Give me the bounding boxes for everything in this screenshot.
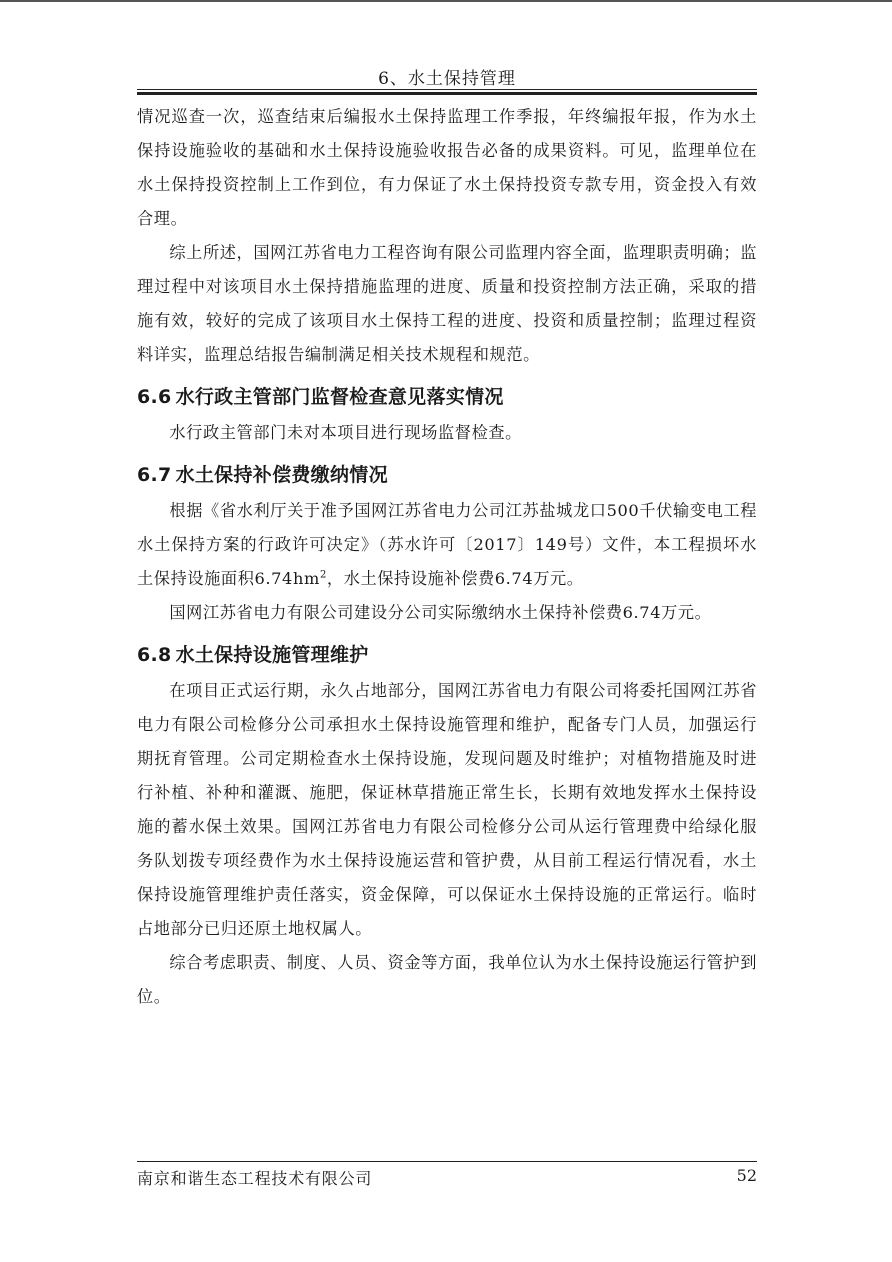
paragraph: 综合考虑职责、制度、人员、资金等方面，我单位认为水土保持设施运行管护到位。 (137, 953, 757, 1006)
section-title: 水行政主管部门监督检查意见落实情况 (175, 386, 504, 408)
paragraph-compensation (137, 494, 757, 596)
paragraph: 水行政主管部门未对本项目进行现场监督检查。 (169, 423, 522, 442)
section-heading-6-6 (137, 380, 757, 414)
footer-rule (137, 1161, 757, 1162)
header-rule-thick (137, 92, 757, 95)
paragraph: 国网江苏省电力有限公司建设分公司实际缴纳水土保持补偿费6.74万元。 (169, 603, 712, 622)
paragraph: 在项目正式运行期，永久占地部分，国网江苏省电力有限公司将委托国网江苏省电力有限公司检修分公司承担水土保持设施管理和维护，配备专门人员，加强运行期抚育管理。公司定期检查水土保持设施，发现问题及时维护；对植物措施及时进行补植、补种和灌溉、施肥，保证林草措施正常生长，长期有效地发挥水土保持设施的蓄水保土效果。国网江苏省电力有限公司检修分公司从运行管理费中给绿化服务队划拨专项经费作为水土保持设施运营和管护费，从目前工程运行情况看，水土保持设施管理维护责任落实，资金保障，可以保证水土保持设施的正常运行。临时占地部分已归还原土地权属人。 (137, 681, 757, 938)
paragraph-text: 根据《省水利厅关于准予国网江苏省电力公司江苏盐城龙口500千伏输变电工程水土保持方案的行政许可决定》（苏水许可〔2017〕149号）文件，本工程损坏水土保持设施面积6.74hm (137, 501, 757, 588)
page-top-border (0, 0, 892, 2)
section-heading-6-7 (137, 458, 757, 492)
page-body (137, 100, 757, 1014)
paragraph-continued: 情况巡查一次，巡查结束后编报水土保持监理工作季报，年终编报年报，作为水土保持设施验收的基础和水土保持设施验收报告必备的成果资料。可见，监理单位在水土保持投资控制上工作到位，有力保证了水土保持投资专款专用，资金投入有效合理。 (137, 107, 757, 228)
paragraph-summary: 综上所述，国网江苏省电力工程咨询有限公司监理内容全面，监理职责明确；监理过程中对该项目水土保持措施监理的进度、质量和投资控制方法正确，采取的措施有效，较好的完成了该项目水土保持工程的进度、投资和质量控制；监理过程资料详实，监理总结报告编制满足相关技术规程和规范。 (137, 243, 757, 364)
footer-company: 南京和谐生态工程技术有限公司 (137, 1169, 373, 1188)
page-number: 52 (736, 1166, 757, 1185)
section-number: 6.8 (137, 644, 172, 666)
section-number: 6.6 (137, 386, 172, 408)
section-number: 6.7 (137, 464, 172, 486)
header-rule-thin (137, 89, 757, 90)
section-heading-6-8 (137, 638, 757, 672)
section-title: 水土保持设施管理维护 (175, 644, 369, 666)
paragraph-text: ，水土保持设施补偿费6.74万元。 (326, 569, 584, 588)
section-title: 水土保持补偿费缴纳情况 (175, 464, 388, 486)
running-header-title: 6、水土保持管理 (378, 69, 516, 89)
superscript: 2 (319, 569, 327, 581)
